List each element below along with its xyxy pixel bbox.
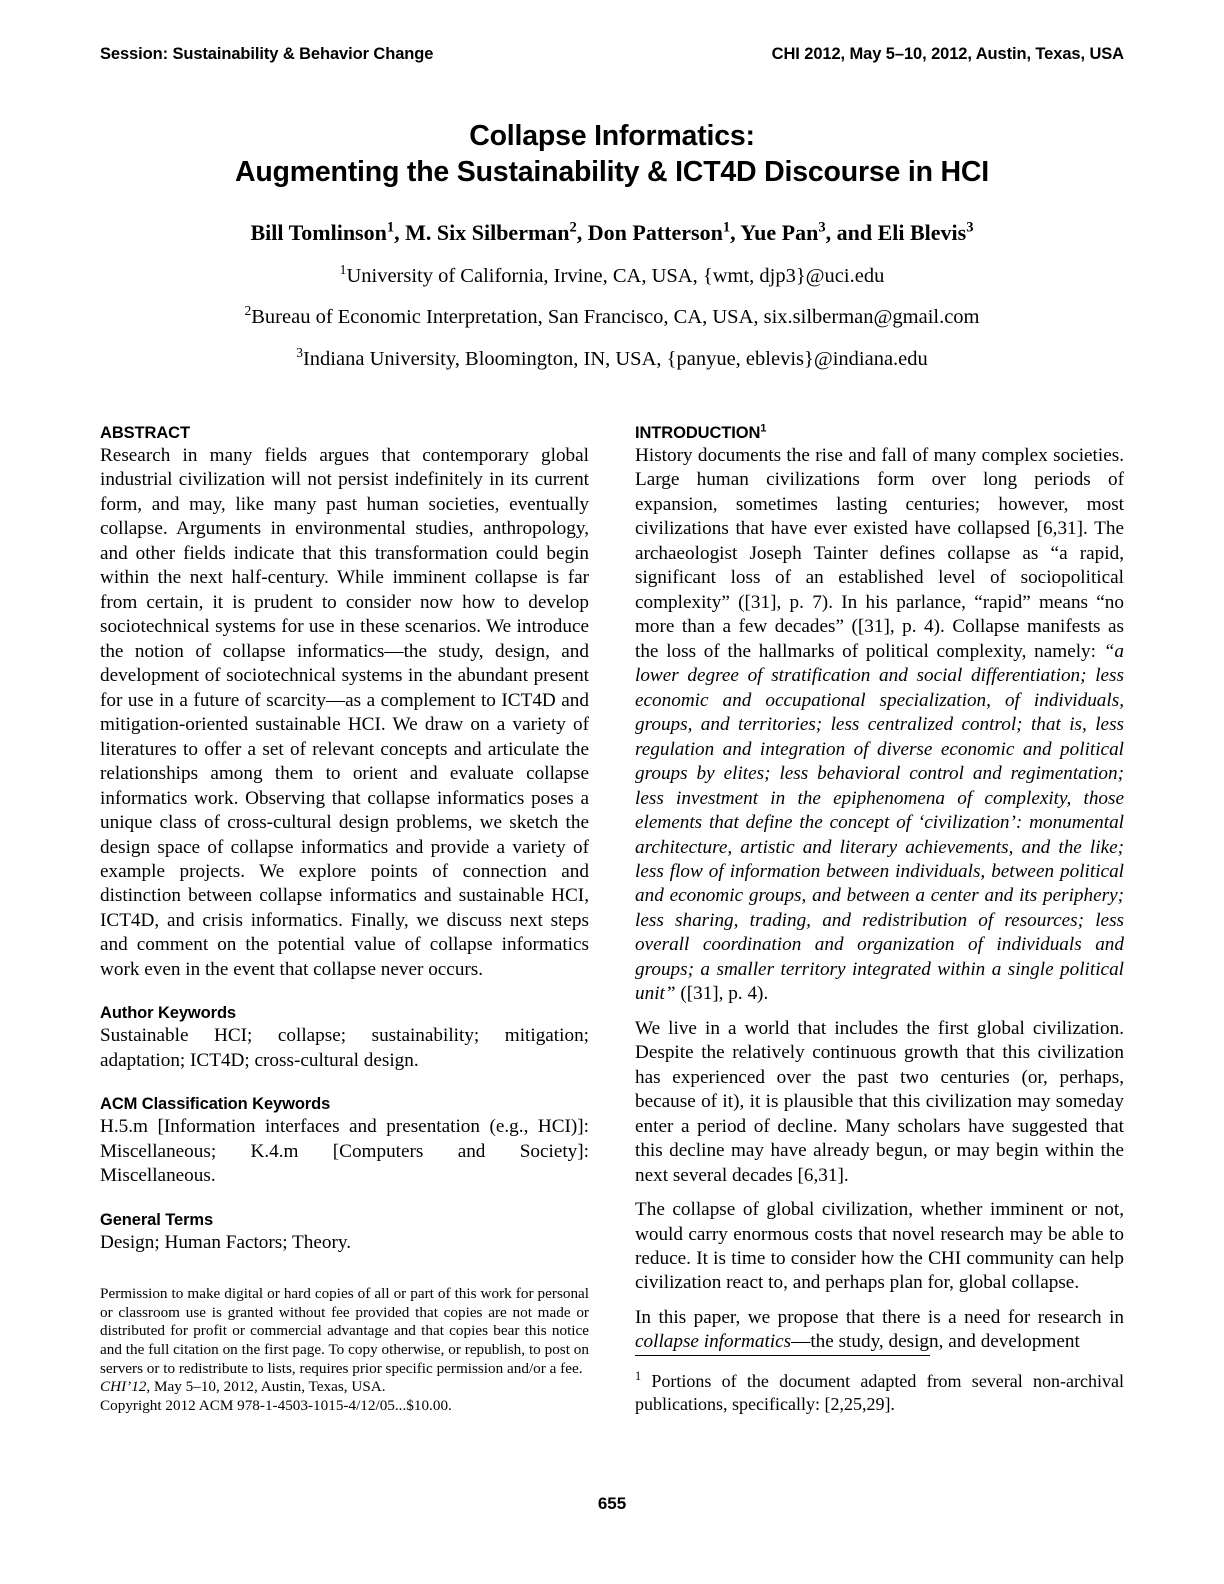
- author-affil-marker: 1: [386, 219, 395, 236]
- footnote-marker: 1: [635, 1369, 642, 1383]
- left-column: [100, 424, 589, 1255]
- footnote-1: [635, 1370, 1124, 1417]
- author-name: M. Six Silberman: [405, 219, 570, 245]
- footnote-block: [635, 1355, 1124, 1417]
- footnote-text: Portions of the document adapted from several non-archival publications, specifically: [2,25,29].: [635, 1371, 1124, 1415]
- title-block: [100, 118, 1124, 372]
- intro-paragraph-3: The collapse of global civilization, whether imminent or not, would carry enormous costs that novel research may be able to reduce. It is time to consider how the CHI community can help civilization react to, and perhaps plan for, global collapse.: [635, 1199, 1124, 1294]
- tainter-collapse-quote: “a lower degree of stratification and social differentiation; less economic and occupational specialization, of individuals, groups, and territories; less centralized control; that is, less regulation and integration of diverse economic and political groups by elites; less behavioral control and regimentation; less investment in the epiphenomena of complexity, those elements that define the concept of ‘civilization’: monumental architecture, artistic and literary achievements, and the like; less flow of information between individuals, between political and economic groups, and between a center and its periphery; less sharing, trading, and redistribution of resources; less overall coordination and organization of individuals and groups; a smaller territory integrated within a single political unit”: [635, 640, 1124, 1005]
- running-header: [100, 45, 1124, 64]
- affiliation-marker: 1: [339, 261, 347, 277]
- page-title: [100, 118, 1124, 191]
- author-affil-marker: 1: [722, 219, 731, 236]
- header-session-label: Session: Sustainability & Behavior Change: [100, 45, 434, 63]
- affiliation-text: Indiana University, Bloomington, IN, USA, {panyue, eblevis}@indiana.edu: [302, 347, 928, 370]
- right-column: [635, 424, 1124, 1355]
- author-separator: ,: [730, 219, 741, 245]
- conference-name: CHI’12,: [100, 1378, 151, 1396]
- author-name: Eli Blevis: [877, 219, 967, 245]
- section-heading-general-terms: General Terms: [100, 1210, 214, 1229]
- affiliation-marker: 2: [244, 303, 252, 319]
- author-affil-marker: 3: [966, 219, 974, 236]
- intro-paragraph-2: We live in a world that includes the first global civilization. Despite the relatively continuous growth that this civilization has experienced over the past two centuries (or, perhaps, because of it), it is plausible that this civilization may someday enter a period of decline. Many scholars have suggested that this decline may have already begun, or may begin within the next several decades [6,31].: [635, 1017, 1124, 1186]
- abstract-text: Research in many fields argues that contemporary global industrial civilization will not persist indefinitely in its current form, and may, like many past human societies, eventually collapse. Arguments in environmental studies, anthropology, and other fields indicate that this transformation could begin within the next half-century. While imminent collapse is far from certain, it is prudent to consider now how to develop sociotechnical systems for use in these scenarios. We introduce the notion of collapse informatics—the study, design, and development of sociotechnical systems in the abundant present for use in a future of scarcity—as a complement to ICT4D and mitigation-oriented sustainable HCI. We draw on a variety of literatures to offer a set of relevant concepts and articulate the relationships among them to orient and evaluate collapse informatics work. Observing that collapse informatics poses a unique class of cross-cultural design problems, we sketch the design space of collapse informatics and provide a variety of example projects. We explore points of connection and distinction between collapse informatics and sustainable HCI, ICT4D, and crisis informatics. Finally, we discuss next steps and comment on the potential value of collapse informatics work even in the event that collapse never occurs.: [100, 445, 589, 980]
- affiliation-line: [100, 305, 1124, 331]
- affiliation-text: Bureau of Economic Interpretation, San Francisco, CA, USA, six.silberman@gmail.com: [251, 306, 980, 329]
- acm-classification-text: H.5.m [Information interfaces and presentation (e.g., HCI)]: Miscellaneous; K.4.m [Computers and Society]: Miscellaneous.: [100, 1116, 589, 1187]
- permission-statement: Permission to make digital or hard copies of all or part of this work for personal or classroom use is granted without fee provided that copies are not made or distributed for profit or commercial advantage and that copies bear this notice and the full citation on the first page. To copy otherwise, or republish, to post on servers or to redistribute to lists, requires prior specific permission and/or a fee.: [100, 1285, 589, 1377]
- copyright-notice: [100, 1285, 589, 1416]
- author-separator: ,: [394, 219, 406, 245]
- collapse-informatics-term: collapse informatics: [635, 1331, 792, 1353]
- section-heading-author-keywords: Author Keywords: [100, 1004, 237, 1023]
- copyright-line: Copyright 2012 ACM 978-1-4503-1015-4/12/05...$10.00.: [100, 1397, 452, 1415]
- intro-p4-lead: In this paper, we propose that there is a need for research in: [635, 1306, 1124, 1328]
- affiliation-marker: 3: [296, 344, 303, 360]
- author-separator: , and: [825, 219, 878, 245]
- author-keywords-text: Sustainable HCI; collapse; sustainability; mitigation; adaptation; ICT4D; cross-cultural design.: [100, 1025, 589, 1071]
- author-name: Yue Pan: [740, 219, 819, 245]
- author-affil-marker: 2: [569, 219, 577, 236]
- affiliation-line: [100, 344, 1124, 373]
- section-heading-acm-classification: ACM Classification Keywords: [100, 1095, 331, 1114]
- author-list: [100, 219, 1124, 248]
- section-heading-introduction: [635, 424, 1124, 443]
- header-venue-label: CHI 2012, May 5–10, 2012, Austin, Texas, USA: [771, 45, 1124, 63]
- author-separator: ,: [576, 219, 588, 245]
- intro-paragraph-1: [635, 444, 1124, 1007]
- intro-p4-tail: —the study, design, and development: [791, 1331, 1080, 1353]
- title-line-2: Augmenting the Sustainability & ICT4D Discourse in HCI: [234, 156, 990, 189]
- affiliation-line: [100, 261, 1124, 290]
- conference-details: May 5–10, 2012, Austin, Texas, USA.: [150, 1378, 386, 1396]
- general-terms-text: Design; Human Factors; Theory.: [100, 1231, 351, 1253]
- conference-line: [100, 1378, 589, 1397]
- affiliation-text: University of California, Irvine, CA, USA, {wmt, djp3}@uci.edu: [346, 264, 885, 287]
- page-number: 655: [597, 1494, 627, 1513]
- author-name: Don Patterson: [587, 219, 723, 245]
- intro-paragraph-4: [635, 1306, 1124, 1355]
- section-heading-abstract: ABSTRACT: [100, 424, 190, 442]
- author-affil-marker: 3: [818, 219, 826, 236]
- title-line-1: Collapse Informatics:: [469, 120, 755, 152]
- footnote-separator-rule: [635, 1355, 930, 1356]
- author-name: Bill Tomlinson: [250, 219, 387, 245]
- introduction-heading-label: INTRODUCTION: [635, 424, 761, 442]
- introduction-footnote-marker: 1: [760, 422, 767, 435]
- intro-p1-lead: History documents the rise and fall of many complex societies. Large human civilizations form over long periods of expansion, sometimes lasting centuries; however, most civilizations that have ever existed have collapsed [6,31]. The archaeologist Joseph Tainter defines collapse as “a rapid, significant loss of an established level of sociopolitical complexity” ([31], p. 7). In his parlance, “rapid” means “no more than a few decades” ([31], p. 4). Collapse manifests as the loss of the hallmarks of political complexity, namely:: [635, 445, 1124, 662]
- intro-p1-citation: ([31], p. 4).: [675, 983, 769, 1005]
